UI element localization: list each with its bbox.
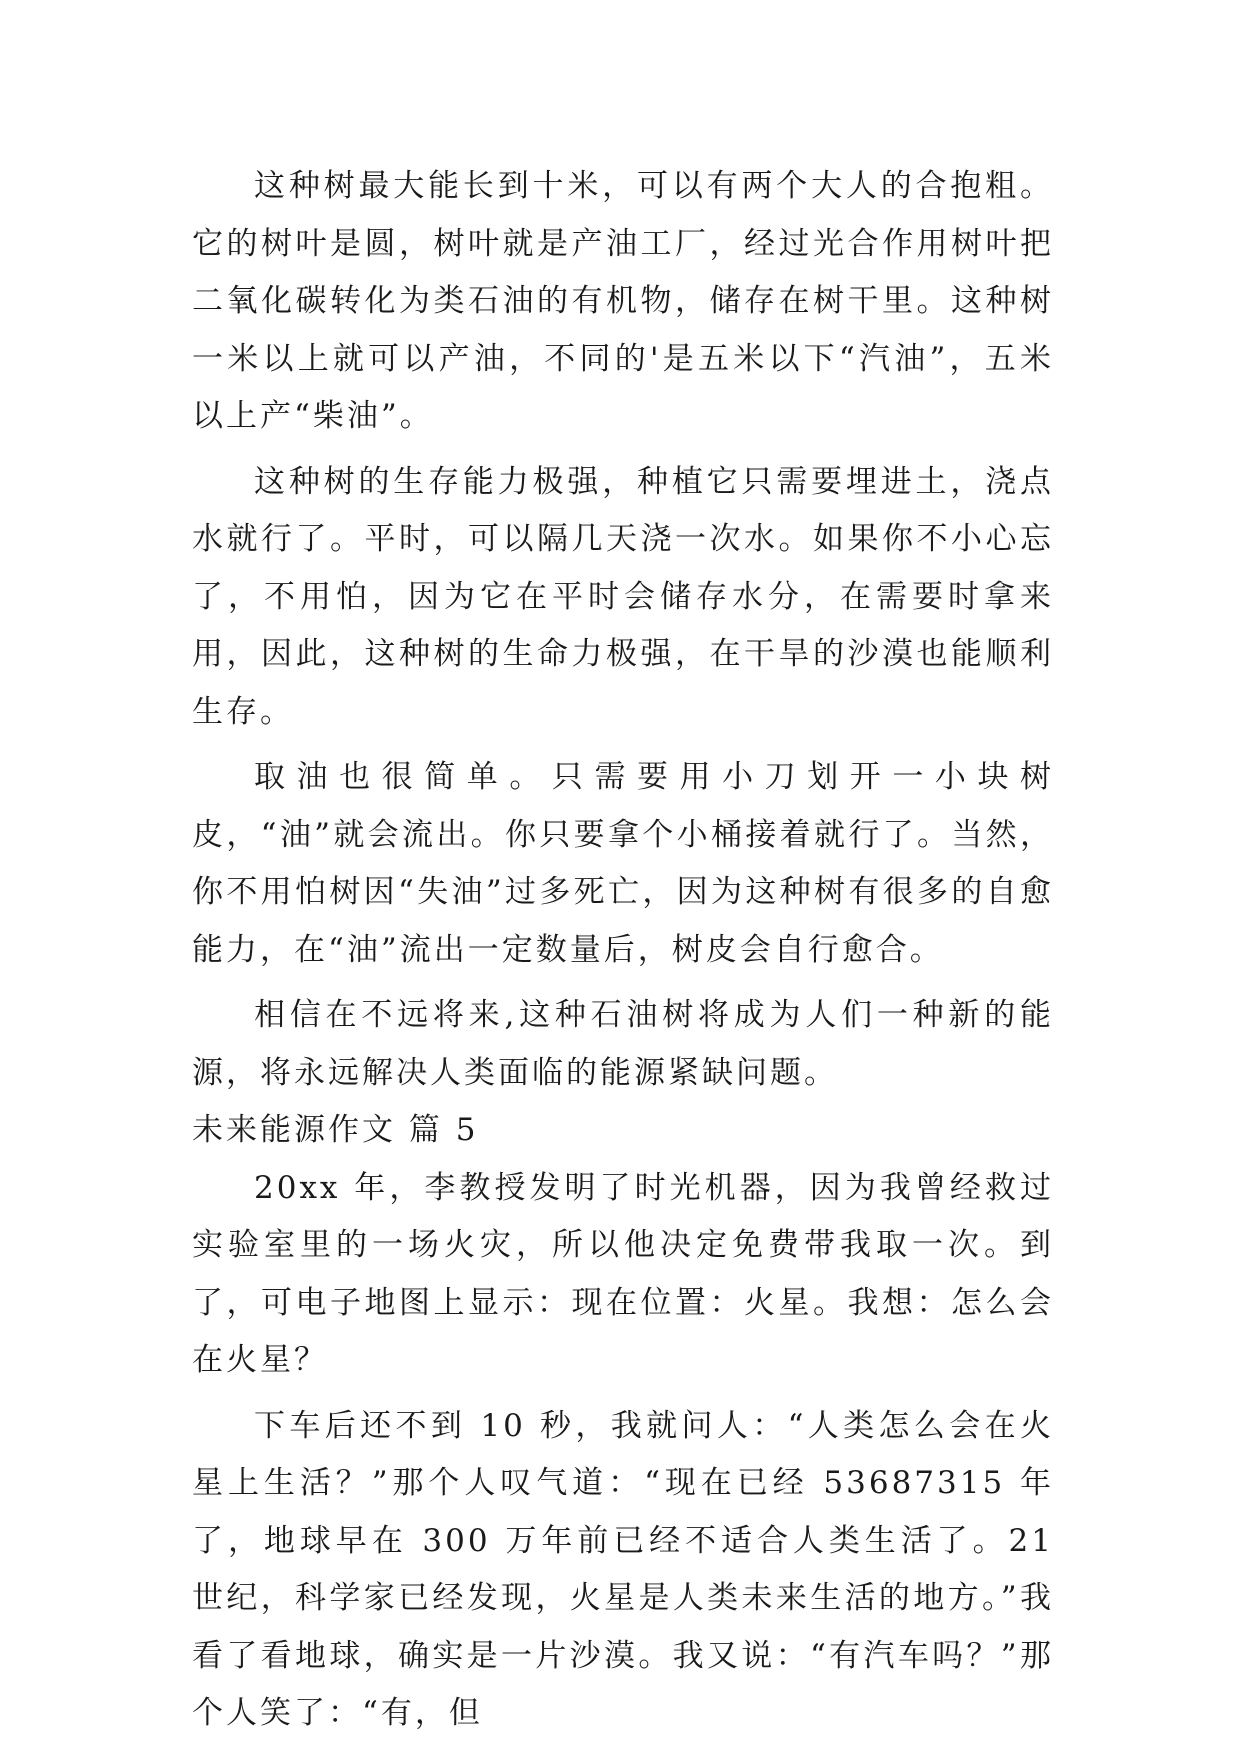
section-heading: 未来能源作文 篇 5 bbox=[192, 1112, 479, 1148]
paragraph: 这种树的生存能力极强，种植它只需要埋进土，浇点水就行了。平时，可以隔几天浇一次水。如果你不小心忘了，不用怕，因为它在平时会储存水分，在需要时拿来用，因此，这种树的生命力极强，在干旱的沙漠也能顺利生存。 bbox=[192, 463, 1054, 730]
paragraph: 相信在不远将来,这种石油树将成为人们一种新的能源，将永远解决人类面临的能源紧缺问题。 bbox=[192, 997, 1054, 1091]
paragraph: 取油也很简单。只需要用小刀划开一小块树皮，“油”就会流出。你只要拿个小桶接着就行了。当然，你不用怕树因“失油”过多死亡，因为这种树有很多的自愈能力，在“油”流出一定数量后，树皮会自行愈合。 bbox=[192, 759, 1054, 968]
paragraph: 这种树最大能长到十米，可以有两个大人的合抱粗。它的树叶是圆，树叶就是产油工厂，经过光合作用树叶把二氧化碳转化为类石油的有机物，储存在树干里。这种树一米以上就可以产油，不同的'是五米以下“汽油”，五米以上产“柴油”。 bbox=[192, 168, 1054, 434]
document-page bbox=[192, 158, 1054, 1743]
paragraph: 20xx 年，李教授发明了时光机器，因为我曾经救过实验室里的一场火灾，所以他决定免费带我取一次。到了，可电子地图上显示：现在位置：火星。我想：怎么会在火星？ bbox=[192, 1169, 1054, 1378]
paragraph: 下车后还不到 10 秒，我就问人：“人类怎么会在火星上生活？”那个人叹气道：“现在已经 53687315 年了，地球早在 300 万年前已经不适合人类生活了。21 世纪，科学家已经发现，火星是人类未来生活的地方。”我看了看地球，确实是一片沙漠。我又说：“有汽车吗？”那个人笑了：“有，但 bbox=[192, 1407, 1054, 1731]
